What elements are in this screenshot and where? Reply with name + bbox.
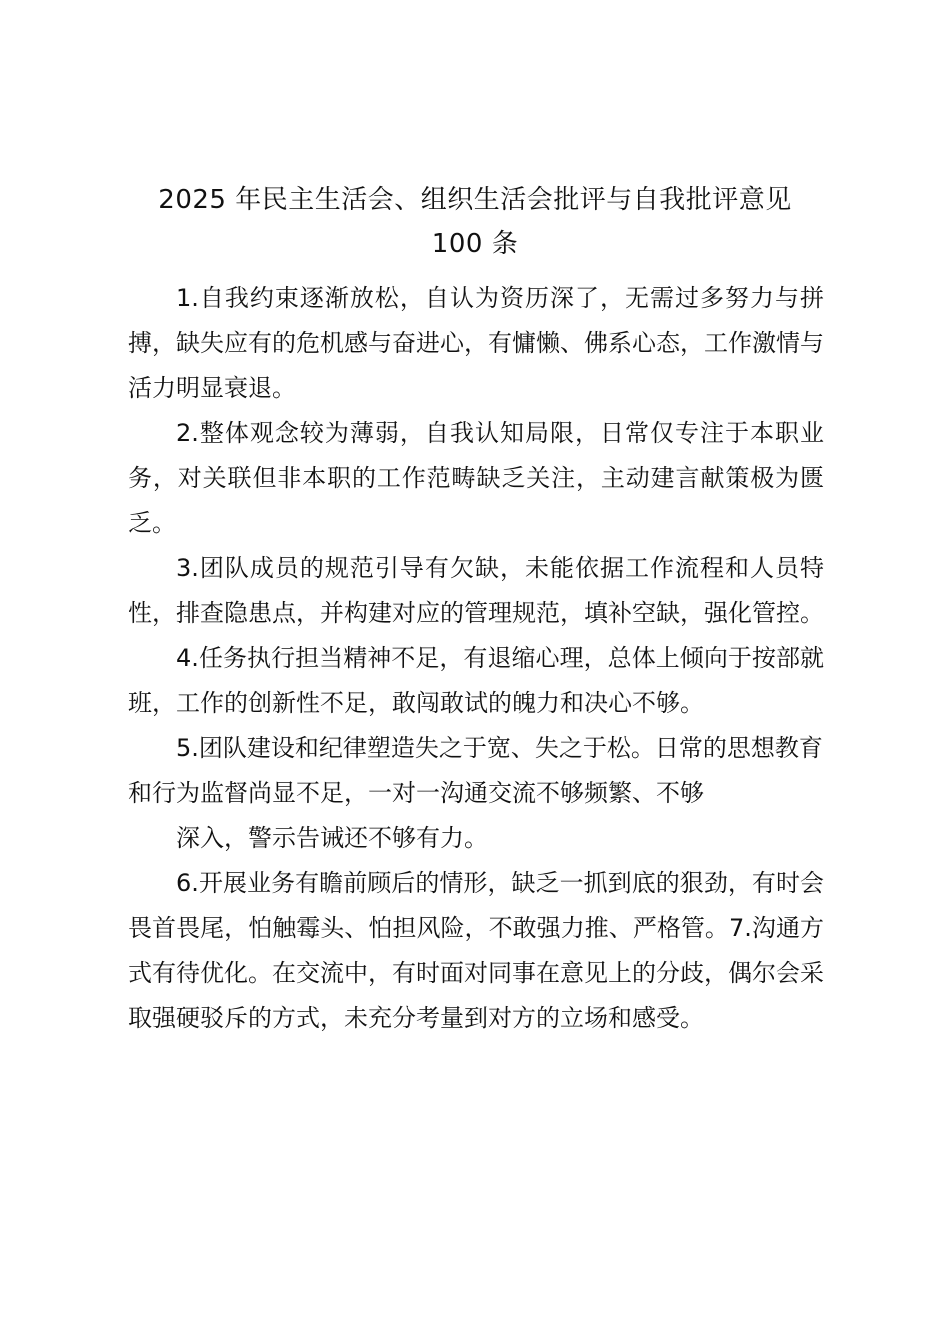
paragraph-2: 2.整体观念较为薄弱，自我认知局限，日常仅专注于本职业务，对关联但非本职的工作范畴缺乏关注，主动建言献策极为匮乏。: [128, 419, 824, 537]
paragraph-5-continued: 深入，警示告诫还不够有力。: [176, 824, 488, 852]
paragraph-1: 1.自我约束逐渐放松，自认为资历深了，无需过多努力与拼搏，缺失应有的危机感与奋进心，有慵懒、佛系心态，工作激情与活力明显衰退。: [128, 284, 824, 402]
paragraph-6: 6.开展业务有瞻前顾后的情形，缺乏一抓到底的狠劲，有时会畏首畏尾，怕触霉头、怕担风险，不敢强力推、严格管。7.沟通方式有待优化。在交流中，有时面对同事在意见上的分歧，偶尔会采取强硬驳斥的方式，未充分考量到对方的立场和感受。: [128, 869, 824, 1032]
document-body: [128, 276, 824, 1041]
paragraph-3: 3.团队成员的规范引导有欠缺，未能依据工作流程和人员特性，排查隐患点，并构建对应的管理规范，填补空缺，强化管控。: [128, 554, 824, 627]
document-title: [128, 178, 822, 266]
title-line-2: 100 条: [431, 229, 519, 259]
paragraph-5: 5.团队建设和纪律塑造失之于宽、失之于松。日常的思想教育和行为监督尚显不足，一对一沟通交流不够频繁、不够: [128, 734, 823, 807]
title-line-1: 2025 年民主生活会、组织生活会批评与自我批评意见: [158, 185, 792, 215]
paragraph-4: 4.任务执行担当精神不足，有退缩心理，总体上倾向于按部就班，工作的创新性不足，敢闯敢试的魄力和决心不够。: [128, 644, 824, 717]
